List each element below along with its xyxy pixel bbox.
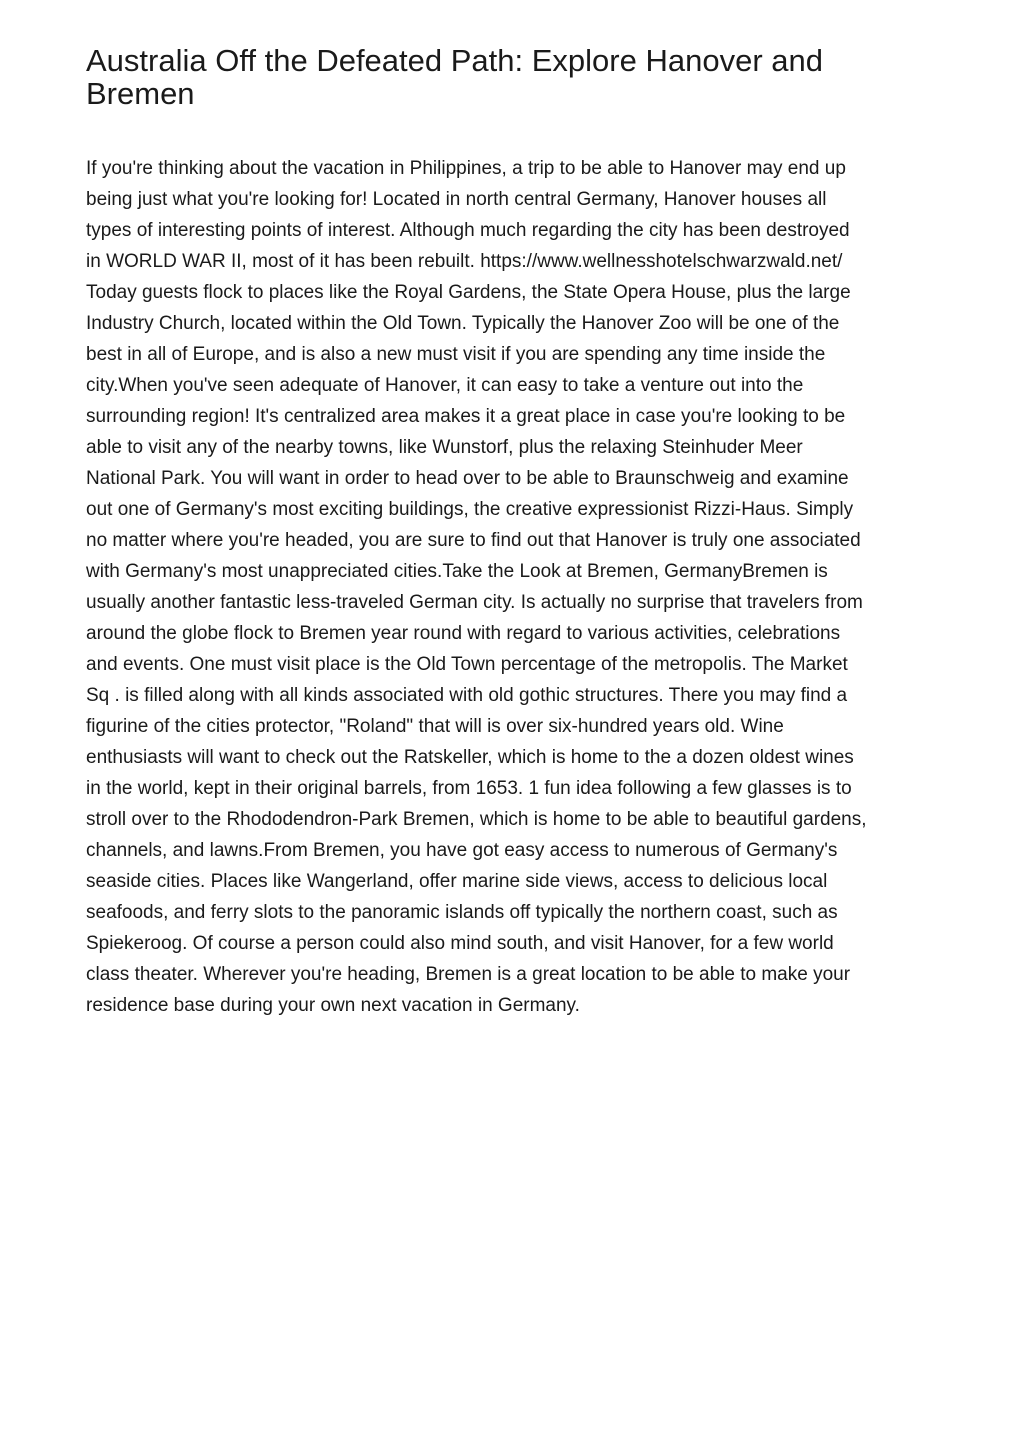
title-line: Australia Off the Defeated Path: Explore Hanover and: [86, 43, 823, 78]
body-line: with Germany's most unappreciated cities.Take the Look at Bremen, GermanyBremen is: [86, 561, 828, 582]
body-line: usually another fantastic less-traveled German city. Is actually no surprise that travelers from: [86, 592, 863, 613]
body-line: Sq . is filled along with all kinds associated with old gothic structures. There you may find a: [86, 685, 848, 706]
body-line: able to visit any of the nearby towns, like Wunstorf, plus the relaxing Steinhuder Meer: [86, 437, 803, 458]
body-line: stroll over to the Rhododendron-Park Bremen, which is home to be able to beautiful gardens,: [86, 809, 867, 830]
body-line: city.When you've seen adequate of Hanover, it can easy to take a venture out into the: [86, 375, 804, 396]
body-line: National Park. You will want in order to head over to be able to Braunschweig and examine: [86, 468, 849, 489]
document-page: [86, 44, 942, 1021]
body-line: types of interesting points of interest. Although much regarding the city has been destroyed: [86, 220, 850, 241]
body-line: seafoods, and ferry slots to the panoramic islands off typically the northern coast, such as: [86, 902, 838, 923]
body-line: around the globe flock to Bremen year round with regard to various activities, celebrations: [86, 623, 841, 644]
body-line: channels, and lawns.From Bremen, you have got easy access to numerous of Germany's: [86, 840, 838, 861]
title-line: Bremen: [86, 76, 195, 111]
body-line: If you're thinking about the vacation in Philippines, a trip to be able to Hanover may end up: [86, 158, 846, 179]
body-line: out one of Germany's most exciting buildings, the creative expressionist Rizzi-Haus. Simply: [86, 499, 854, 520]
body-line: Today guests flock to places like the Royal Gardens, the State Opera House, plus the large: [86, 282, 851, 303]
body-line: surrounding region! It's centralized area makes it a great place in case you're looking to be: [86, 406, 846, 427]
body-line: in the world, kept in their original barrels, from 1653. 1 fun idea following a few glasses is to: [86, 778, 852, 799]
document-body: [86, 153, 942, 1021]
body-line: enthusiasts will want to check out the Ratskeller, which is home to the a dozen oldest wines: [86, 747, 854, 768]
document-title: [86, 44, 942, 110]
body-line: Industry Church, located within the Old Town. Typically the Hanover Zoo will be one of the: [86, 313, 840, 334]
body-line: being just what you're looking for! Located in north central Germany, Hanover houses all: [86, 189, 827, 210]
body-line: class theater. Wherever you're heading, Bremen is a great location to be able to make your: [86, 964, 851, 985]
body-line: residence base during your own next vacation in Germany.: [86, 995, 580, 1016]
body-line: best in all of Europe, and is also a new must visit if you are spending any time inside the: [86, 344, 826, 365]
body-line: Spiekeroog. Of course a person could also mind south, and visit Hanover, for a few world: [86, 933, 834, 954]
body-line: in WORLD WAR II, most of it has been rebuilt. https://www.wellnesshotelschwarzwald.net/: [86, 251, 843, 272]
body-line: seaside cities. Places like Wangerland, offer marine side views, access to delicious local: [86, 871, 828, 892]
body-line: no matter where you're headed, you are sure to find out that Hanover is truly one associated: [86, 530, 861, 551]
body-line: figurine of the cities protector, "Roland" that will is over six-hundred years old. Wine: [86, 716, 784, 737]
body-line: and events. One must visit place is the Old Town percentage of the metropolis. The Market: [86, 654, 848, 675]
